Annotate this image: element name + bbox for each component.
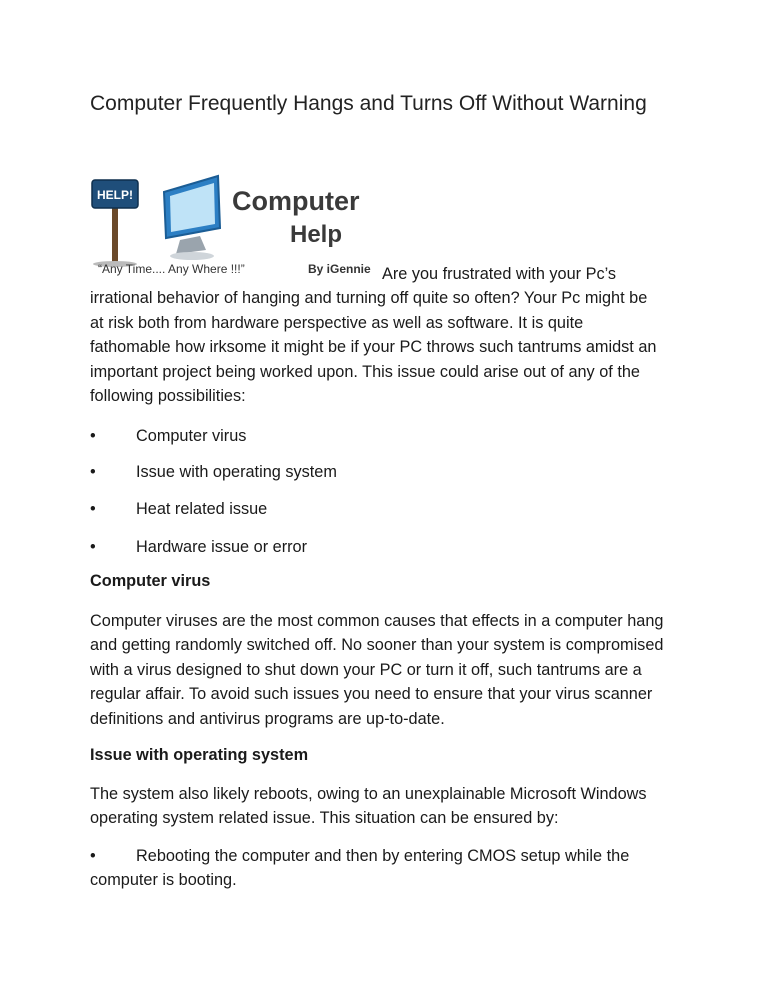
logo-heading-help: Help <box>290 221 343 248</box>
list-item-text: Rebooting the computer and then by entering CMOS setup while the computer is booting. <box>90 847 630 890</box>
list-item-text: Hardware issue or error <box>136 538 308 556</box>
help-sign-text: HELP! <box>97 188 133 202</box>
section-heading-computer-virus: Computer virus <box>90 572 211 590</box>
list-item <box>90 535 307 559</box>
list-item-text: Heat related issue <box>136 500 268 518</box>
bullet-marker: • <box>90 463 96 481</box>
bullet-marker: • <box>90 427 96 445</box>
list-item-text: Computer virus <box>136 427 247 445</box>
bullet-marker: • <box>90 500 96 518</box>
monitor-icon <box>164 176 220 260</box>
list-item-text: Issue with operating system <box>136 463 337 481</box>
operating-system-paragraph: The system also likely reboots, owing to an unexplainable Microsoft Windows operating system related issue. This situation can be ensured by: <box>90 785 647 828</box>
section-heading-operating-system: Issue with operating system <box>90 746 309 764</box>
computer-virus-paragraph: Computer viruses are the most common causes that effects in a computer hang and getting randomly switched off. No sooner than your system is compromised with a virus designed to shut down your PC or turn it off, such tantrums are a regular affair. To avoid such issues you need to ensure that your virus scanner definitions and antivirus programs are up-to-date. <box>90 612 664 728</box>
logo-heading-computer: Computer <box>232 186 360 216</box>
logo-tagline: “Any Time.... Any Where !!!” <box>98 262 245 276</box>
signpost-pole <box>112 202 118 262</box>
document-title: Computer Frequently Hangs and Turns Off Without Warning <box>90 92 647 115</box>
list-item <box>90 424 246 448</box>
list-item <box>90 497 267 521</box>
logo-byline: By iGennie <box>308 262 371 276</box>
bullet-marker: • <box>90 538 96 556</box>
list-item <box>90 844 665 893</box>
bullet-marker: • <box>90 847 96 865</box>
list-item <box>90 460 337 484</box>
intro-paragraph: Are you frustrated with your Pc’s irrational behavior of hanging and turning off quite so often? Your Pc might be at risk both from hardware perspective as well as software. It is quite fathomable how irksome it might be if your PC throws such tantrums amidst an important project being worked upon. This issue could arise out of any of the following possibilities: <box>90 265 657 406</box>
